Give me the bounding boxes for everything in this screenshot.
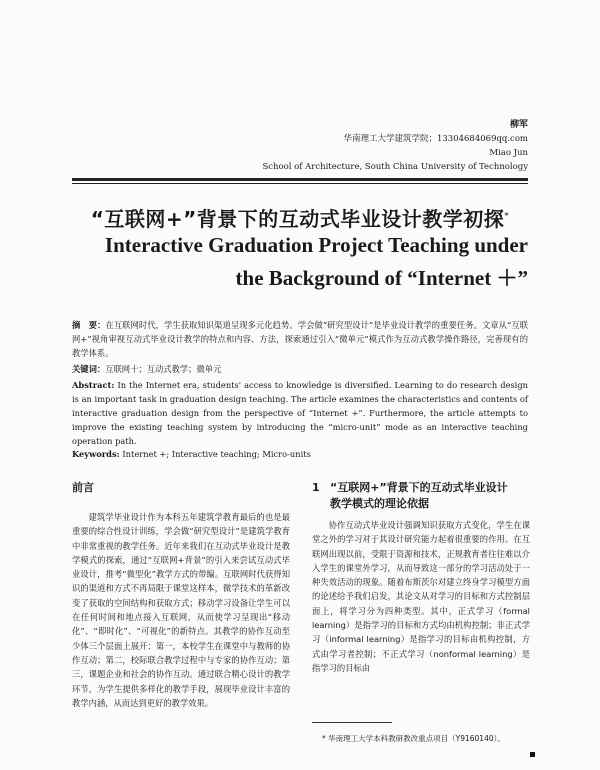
preface-heading: 前言 bbox=[72, 481, 94, 494]
title-en-line1: Interactive Graduation Project Teaching under bbox=[104, 233, 528, 257]
section1-heading-line1: “互联网+”背景下的互动式毕业设计 bbox=[330, 481, 508, 494]
section1-column bbox=[312, 480, 530, 675]
title-cn bbox=[72, 203, 528, 232]
abstract-en-text: In the Internet era, students' access to knowledge is diversified. Learning to do research design is an important task in graduation design teaching. The article examines the characteristics and contents of interactive graduation design from the perspective of “Internet +”. Furthermore, the article attempts to improve the existing teaching system by introducing the “micro-unit” mode as an interactive teaching operation path. bbox=[72, 380, 528, 446]
footnote: * 华南理工大学本科教研教改重点项目（Y9160140）。 bbox=[322, 734, 505, 743]
section1-number: 1 bbox=[312, 481, 320, 494]
header-rule-thick bbox=[72, 178, 528, 181]
abstract-cn bbox=[72, 318, 528, 360]
author-affiliation-cn: 华南理工大学建筑学院；13304684069qq.com bbox=[343, 134, 528, 144]
author-name-en: Miao Jun bbox=[489, 148, 528, 158]
section1-heading-line2: 教学模式的理论依据 bbox=[330, 497, 429, 510]
keywords-en-text: Internet +; Interactive teaching; Micro-units bbox=[122, 449, 311, 459]
header-rule-thin bbox=[72, 183, 528, 184]
author-block bbox=[262, 118, 528, 174]
preface-paragraph: 建筑学毕业设计作为本科五年建筑学教育最后的也是最重要的综合性设计训练，学会做“研究型设计”是建筑学教育中非常重视的教学任务。近年来我们在互动式毕业设计是教学模式的探索，通过“互联网+背景”的引入来尝试互动式毕业设计，推考“微型化”教学方式的带编。互联网时代获得知识的渠道和方式不再局限于课堂这样本，微学技术的革新改变了获取的空间结构和获取方式；移动学习设备让学生可以在任何时间和地点接入互联网，从而使学习呈现出“移动化”、“即时化”、“可视化”的新特点。其教学的协作互动至少体三个层面上展开：第一，本校学生在课堂中与教师的协作互动；第二，校际联合教学过程中与专家的协作互动；第三，课题企业和社会的协作互动。通过联合精心设计的教学环节，为学生提供多样化的教学手段，展现毕业设计丰富的教学内涵，从而达到更好的教学效果。 bbox=[72, 512, 290, 708]
author-name-cn: 柳军 bbox=[509, 120, 528, 130]
preface-column bbox=[72, 480, 290, 710]
abstract-en-label: Abstract: bbox=[72, 380, 115, 390]
abstract-cn-label: 摘 要： bbox=[72, 320, 106, 330]
title-en-line2: the Background of “Internet ＋” bbox=[235, 266, 528, 290]
title-footnote-mark: * bbox=[504, 211, 510, 222]
author-affiliation-en: School of Architecture, South China University of Technology bbox=[262, 162, 528, 172]
abstract-en bbox=[72, 378, 528, 448]
keywords-en-label: Keywords: bbox=[72, 449, 120, 459]
abstract-cn-text: 在互联网时代，学生获取知识渠道呈现多元化趋势。学会做“研究型设计”是毕业设计教学的重要任务。文章从“互联网+”视角审视互动式毕业设计教学的特点和内容、方法，探索通过引入“微单元”模式作为互动式教学操作路径，完善现有的教学体系。 bbox=[72, 320, 528, 358]
keywords-cn-label: 关键词： bbox=[72, 364, 106, 374]
footnote-rule bbox=[312, 722, 392, 723]
section1-heading bbox=[312, 480, 530, 496]
section1-paragraph: 协作互动式毕业设计强调知识获取方式变化，学生在课堂之外的学习对于其设计研究能力起着很重要的作用。在互联网出现以前，受限于资源和技术，正规教育者往往难以介入学生的课堂外学习，从而导致这一部分的学习活动处于一种失效活动的现象。随着布斯茨尔对建立终身学习模型方面的论述给予我们启发，其论文从对学习的目标和方式控制层面上，将学习分为四种类型。其中，正式学习（formal learning）是指学习的目标和方式均由机构控制；非正式学习（informal learning）是指学习的目标由机构控制，方式由学习者控制；不正式学习（nonformal learning）是指学习的目标由 bbox=[312, 520, 530, 673]
keywords-cn-text: 互联网十；互动式教学；微单元 bbox=[105, 364, 222, 374]
title-cn-text: “互联网+”背景下的互动式毕业设计教学初探 bbox=[90, 207, 505, 231]
page-corner-mark bbox=[530, 752, 535, 757]
keywords-cn bbox=[72, 362, 528, 376]
keywords-en bbox=[72, 447, 528, 461]
